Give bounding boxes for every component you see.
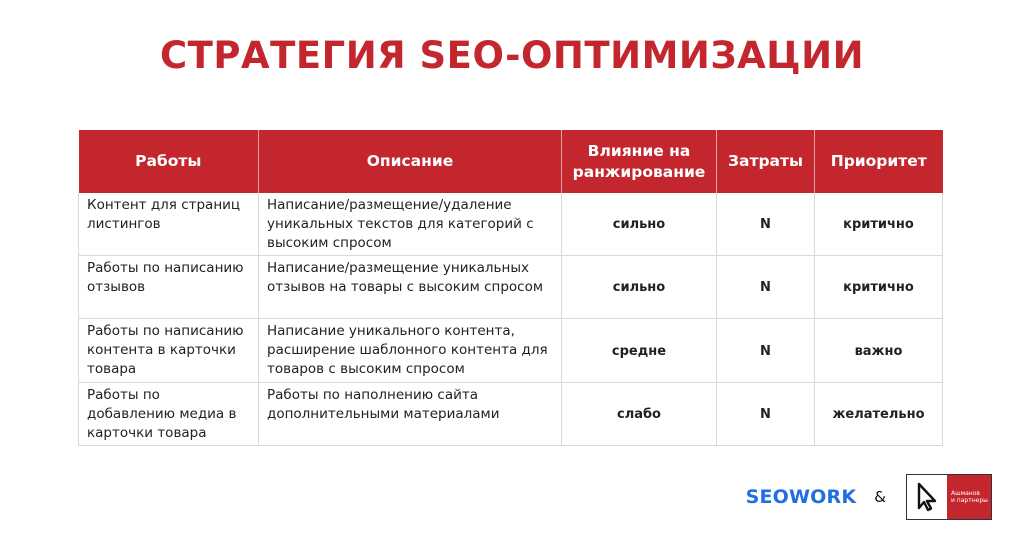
seowork-logo: SEOWORK [745, 486, 857, 508]
ampersand: & [874, 488, 886, 506]
header-description: Описание [259, 130, 562, 193]
header-priority: Приоритет [815, 130, 943, 193]
cell-description: Написание/размещение/удаление уникальных текстов для категорий с высоким спросом [259, 193, 562, 256]
table-row [79, 319, 943, 383]
table-row [79, 256, 943, 319]
cell-description: Работы по наполнению сайта дополнительными материалами [259, 383, 562, 446]
footer-logos [746, 474, 992, 520]
partner-logo [906, 474, 992, 520]
cell-cost: N [717, 256, 815, 319]
cell-priority: желательно [815, 383, 943, 446]
header-cost: Затраты [717, 130, 815, 193]
table-row [79, 383, 943, 446]
cell-impact: средне [562, 319, 717, 383]
cell-work: Работы по написанию контента в карточки товара [79, 319, 259, 383]
cell-description: Написание/размещение уникальных отзывов на товары с высоким спросом [259, 256, 562, 319]
header-works: Работы [79, 130, 259, 193]
table-row [79, 193, 943, 256]
strategy-table [78, 130, 943, 446]
cell-impact: сильно [562, 256, 717, 319]
cell-work: Работы по написанию отзывов [79, 256, 259, 319]
cell-impact: сильно [562, 193, 717, 256]
cell-priority: критично [815, 256, 943, 319]
cell-work: Контент для страниц листингов [79, 193, 259, 256]
header-impact: Влияние на ранжирование [562, 130, 717, 193]
cell-priority: критично [815, 193, 943, 256]
cell-work: Работы по добавлению медиа в карточки товара [79, 383, 259, 446]
cell-priority: важно [815, 319, 943, 383]
cell-cost: N [717, 383, 815, 446]
cell-impact: слабо [562, 383, 717, 446]
cursor-arrow-icon [907, 475, 947, 519]
partner-logo-text [947, 475, 991, 519]
cell-cost: N [717, 319, 815, 383]
cell-cost: N [717, 193, 815, 256]
cell-description: Написание уникального контента, расширение шаблонного контента для товаров с высоким спросом [259, 319, 562, 383]
table-header-row [79, 130, 943, 193]
partner-logo-line2: и партнеры [951, 497, 988, 504]
page-title: СТРАТЕГИЯ SEO-ОПТИМИЗАЦИИ [159, 34, 865, 77]
partner-logo-line1: Ашманов [951, 490, 980, 497]
